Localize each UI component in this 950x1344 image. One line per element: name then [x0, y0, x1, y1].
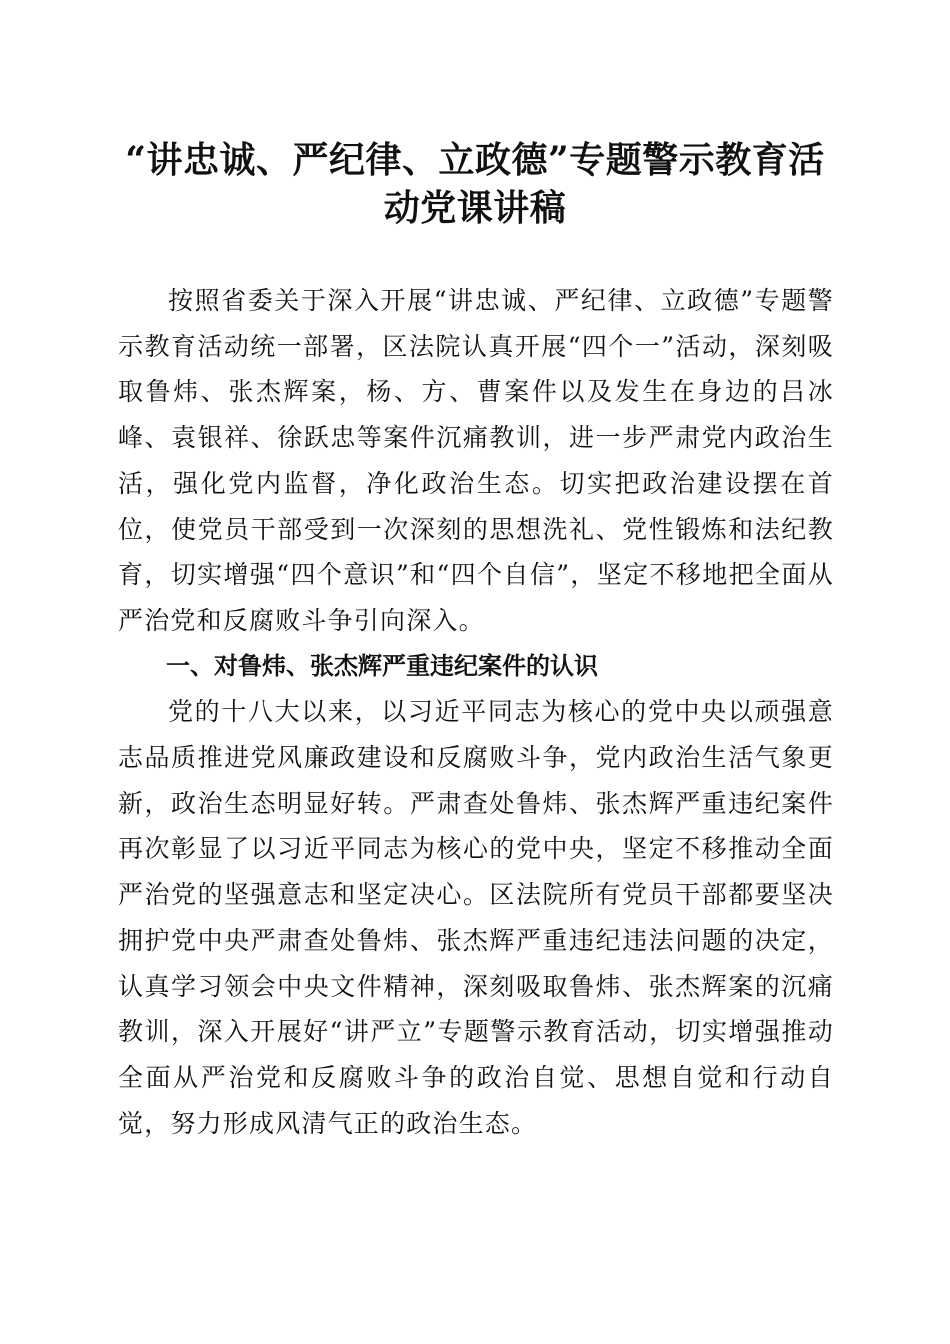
section-heading: 一、对鲁炜、张杰辉严重违纪案件的认识 [166, 651, 598, 680]
section-paragraph: 党的十八大以来，以习近平同志为核心的党中央以顽强意志品质推进党风廉政建设和反腐败斗争，党内政治生活气象更新，政治生态明显好转。严肃查处鲁炜、张杰辉严重违纪案件再次彰显了以习近平同志为核心的党中央，坚定不移推动全面严治党的坚强意志和坚定决心。区法院所有党员干部都要坚决拥护党中央严肃查处鲁炜、张杰辉严重违纪违法问题的决定，认真学习领会中央文件精神，深刻吸取鲁炜、张杰辉案的沉痛教训，深入开展好“讲严立”专题警示教育活动，切实增强推动全面从严治党和反腐败斗争的政治自觉、思想自觉和行动自觉，努力形成风清气正的政治生态。 [118, 697, 834, 1138]
document-body [118, 278, 834, 1146]
document-title: “讲忠诚、严纪律、立政德”专题警示教育活动党课讲稿 [125, 139, 825, 229]
intro-paragraph: 按照省委关于深入开展“讲忠诚、严纪律、立政德”专题警示教育活动统一部署，区法院认真开展“四个一”活动，深刻吸取鲁炜、张杰辉案，杨、方、曹案件以及发生在身边的吕冰峰、袁银祥、徐跃忠等案件沉痛教训，进一步严肃党内政治生活，强化党内监督，净化政治生态。切实把政治建设摆在首位，使党员干部受到一次深刻的思想洗礼、党性锻炼和法纪教育，切实增强“四个意识”和“四个自信”，坚定不移地把全面从严治党和反腐败斗争引向深入。 [118, 286, 834, 635]
